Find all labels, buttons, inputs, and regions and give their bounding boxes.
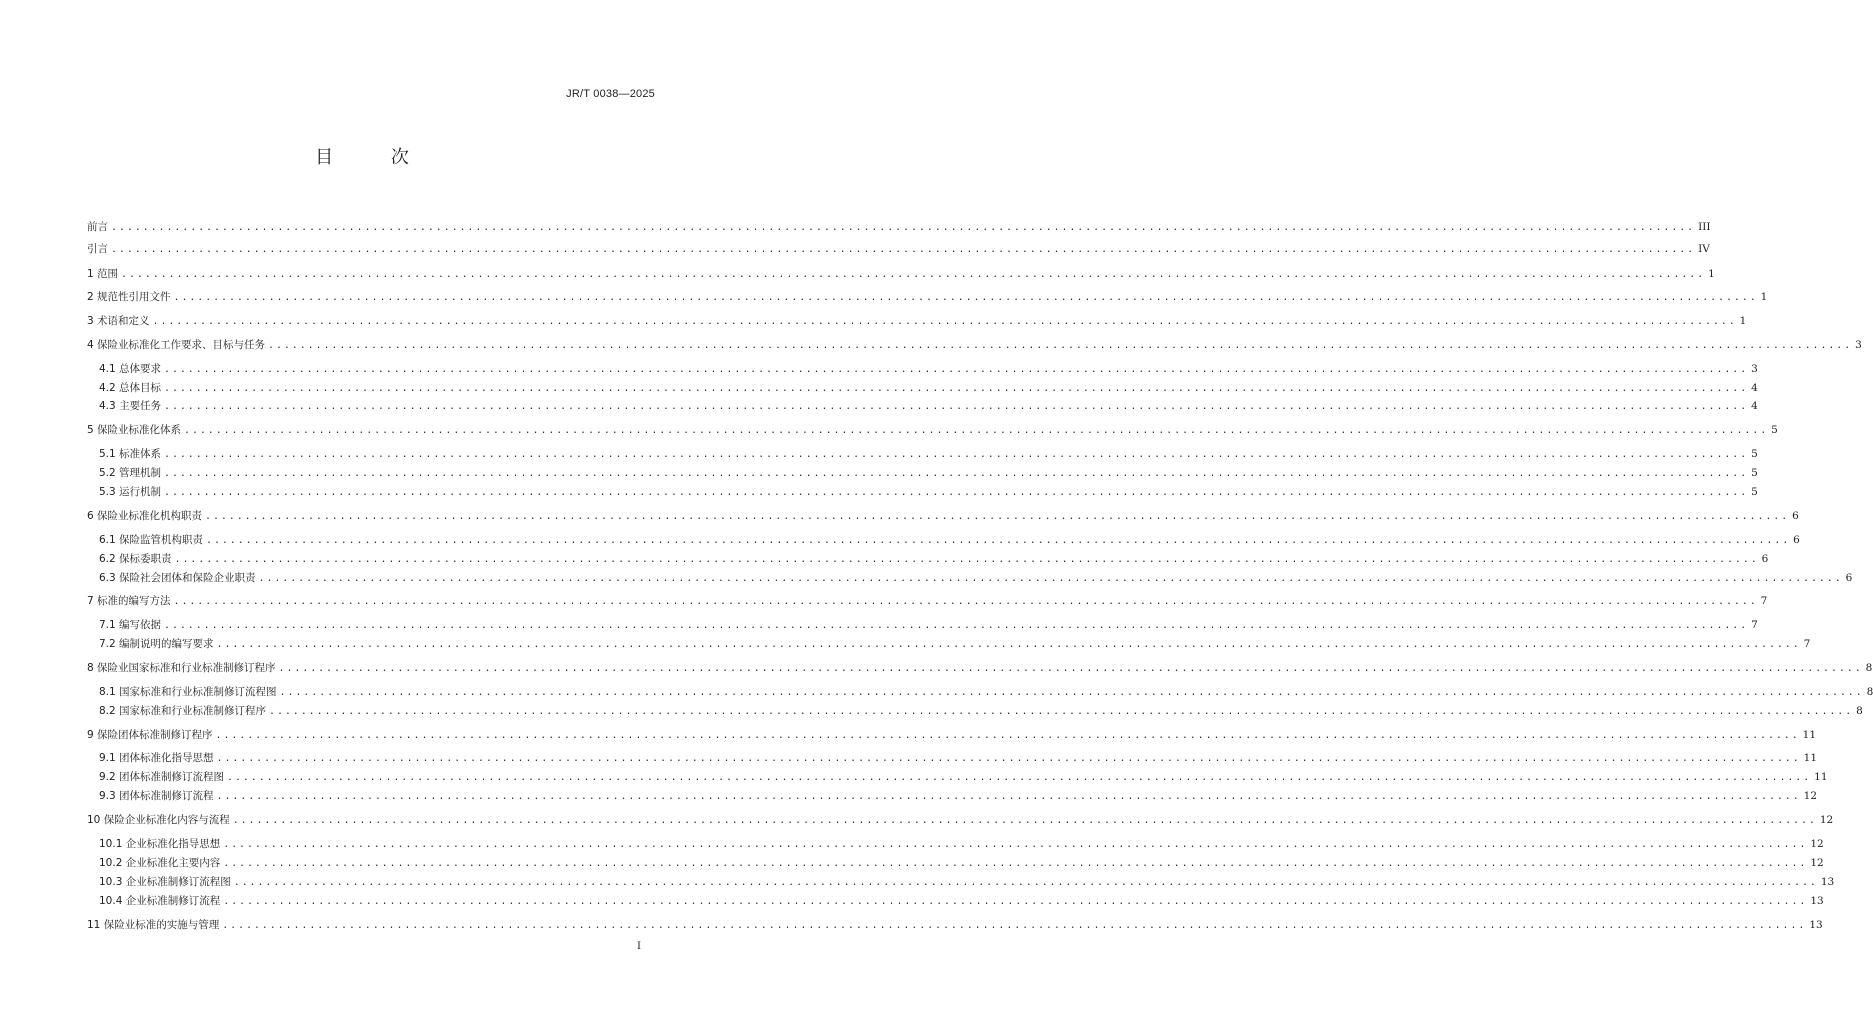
toc-entry[interactable] [99,769,1828,785]
page-number: I [637,941,641,952]
toc-leader-dots: ........................................................................................................................................................................................................ [216,753,1801,764]
toc-leader-dots: ........................................................................................................................................................................................................ [164,383,1749,394]
toc-entry-label: 7.1 编写依据 [99,619,162,631]
toc-leader-dots: ........................................................................................................................................................................................................ [173,292,1758,303]
toc-entry-label: 7.2 编制说明的编写要求 [99,638,214,650]
toc-entry-page: 4 [1751,400,1758,412]
toc-entry-page: 5 [1771,424,1778,436]
toc-entry-page: 13 [1809,919,1823,931]
toc-entry-page: 12 [1810,857,1824,869]
toc-entry-page: 8 [1866,686,1873,698]
toc-entry-page: 11 [1814,771,1828,783]
toc-entry-page: 12 [1819,814,1834,826]
toc-entry[interactable] [87,422,1778,438]
toc-leader-dots: ........................................................................................................................................................................................................ [164,449,1749,460]
toc-leader-dots: ........................................................................................................................................................................................................ [164,364,1749,375]
toc-entry[interactable] [99,836,1824,852]
toc-leader-dots: ........................................................................................................................................................................................................ [223,896,1808,907]
toc-leader-dots: ........................................................................................................................................................................................................ [223,858,1808,869]
toc-entry-label: 10.2 企业标准化主要内容 [99,857,221,869]
toc-leader-dots: ........................................................................................................................................................................................................ [164,468,1749,479]
toc-entry[interactable] [99,361,1758,377]
toc-leader-dots: ........................................................................................................................................................................................................ [279,687,1864,698]
document-code: JR/T 0038—2025 [566,88,655,100]
toc-entry-label: 10.1 企业标准化指导思想 [99,838,221,850]
toc-entry[interactable] [99,855,1824,871]
toc-entry[interactable] [99,380,1758,396]
toc-leader-dots: ........................................................................................................................................................................................................ [216,639,1801,650]
toc-entry[interactable] [87,508,1799,524]
toc-entry-page: 11 [1803,752,1818,764]
toc-entry-label: 5.3 运行机制 [99,486,162,498]
toc-entry[interactable] [87,241,1710,257]
toc-entry-page: 11 [1802,729,1817,741]
toc-entry-label: 引言 [87,243,108,255]
toc-entry-label: 9.2 团体标准制修订流程图 [99,771,225,783]
toc-entry-label: 1 范围 [87,268,119,280]
toc-entry-label: 4.1 总体要求 [99,363,162,375]
toc-entry-page: 12 [1803,790,1818,802]
toc-entry-label: 2 规范性引用文件 [87,291,171,303]
toc-entry-label: 5 保险业标准化体系 [87,424,182,436]
toc-entry-page: 6 [1761,553,1769,565]
toc-entry[interactable] [99,874,1835,890]
toc-leader-dots: ........................................................................................................................................................................................................ [206,535,1791,546]
toc-leader-dots: ........................................................................................................................................................................................................ [152,316,1737,327]
toc-entry-page: 3 [1855,339,1862,351]
toc-entry-page: 13 [1820,876,1835,888]
toc-entry-label: 8.1 国家标准和行业标准制修订流程图 [99,686,277,698]
toc-entry-label: 6.3 保险社会团体和保险企业职责 [99,572,256,584]
toc-leader-dots: ........................................................................................................................................................................................................ [278,663,1863,674]
toc-entry-label: 9 保险团体标准制修订程序 [87,729,213,741]
toc-leader-dots: ........................................................................................................................................................................................................ [232,815,1817,826]
toc-entry-label: 3 术语和定义 [87,315,150,327]
toc-leader-dots: ........................................................................................................................................................................................................ [258,573,1843,584]
toc-entry[interactable] [99,617,1758,633]
toc-entry-page: 7 [1760,595,1768,607]
toc-entry[interactable] [87,219,1711,235]
toc-leader-dots: ........................................................................................................................................................................................................ [222,920,1807,931]
toc-entry[interactable] [99,750,1818,766]
toc-entry-label: 8 保险业国家标准和行业标准制修订程序 [87,662,276,674]
toc-entry-label: 11 保险业标准的实施与管理 [87,919,220,931]
toc-leader-dots: ........................................................................................................................................................................................................ [268,340,1853,351]
toc-entry-page: 5 [1751,448,1758,460]
toc-entry-label: 前言 [87,221,108,233]
toc-entry-page: 5 [1751,486,1758,498]
toc-leader-dots: ........................................................................................................................................................................................................ [227,772,1812,783]
toc-leader-dots: ........................................................................................................................................................................................................ [164,487,1749,498]
toc-entry[interactable] [99,446,1758,462]
toc-entry-label: 6.2 保标委职责 [99,553,172,565]
toc-entry[interactable] [87,313,1747,329]
toc-entry-page: 7 [1751,619,1758,631]
toc-entry-label: 4.3 主要任务 [99,400,162,412]
toc-leader-dots: ........................................................................................................................................................................................................ [173,596,1758,607]
toc-entry[interactable] [99,532,1800,548]
toc-entry-label: 10.4 企业标准制修订流程 [99,895,221,907]
toc-entry-page: 6 [1793,534,1800,546]
toc-entry[interactable] [87,917,1823,933]
toc-leader-dots: ........................................................................................................................................................................................................ [164,620,1749,631]
toc-entry-page: 1 [1739,315,1747,327]
toc-entry-page: 4 [1751,382,1758,394]
toc-entry-label: 10 保险企业标准化内容与流程 [87,814,230,826]
toc-entry-label: 4 保险业标准化工作要求、目标与任务 [87,339,266,351]
toc-entry-page: IV [1698,243,1710,255]
toc-entry-label: 6 保险业标准化机构职责 [87,510,203,522]
toc-entry-label: 9.3 团体标准制修订流程 [99,790,214,802]
toc-entry[interactable] [99,398,1758,414]
toc-leader-dots: ........................................................................................................................................................................................................ [233,877,1818,888]
toc-entry-page: 3 [1751,363,1758,375]
toc-leader-dots: ........................................................................................................................................................................................................ [164,401,1749,412]
toc-entry[interactable] [99,465,1758,481]
toc-entry-label: 5.2 管理机制 [99,467,162,479]
toc-entry[interactable] [87,727,1817,743]
toc-entry-page: 6 [1792,510,1799,522]
toc-leader-dots: ........................................................................................................................................................................................................ [215,730,1800,741]
toc-entry[interactable] [87,266,1715,282]
toc-entry[interactable] [99,636,1811,652]
toc-leader-dots: ........................................................................................................................................................................................................ [111,244,1696,255]
toc-leader-dots: ........................................................................................................................................................................................................ [269,706,1854,717]
toc-entry-page: 5 [1751,467,1758,479]
toc-entry-label: 8.2 国家标准和行业标准制修订程序 [99,705,267,717]
toc-entry-page: 12 [1810,838,1824,850]
toc-leader-dots: ........................................................................................................................................................................................................ [205,511,1790,522]
toc-entry-page: 6 [1845,572,1853,584]
toc-entry[interactable] [99,893,1824,909]
toc-entry[interactable] [87,593,1768,609]
toc-entry[interactable] [99,703,1863,719]
page-title: 目 次 [315,147,435,168]
toc-entry-label: 5.1 标准体系 [99,448,162,460]
toc-entry[interactable] [99,551,1769,567]
toc-entry[interactable] [99,570,1853,586]
toc-entry-page: 13 [1810,895,1824,907]
toc-entry-label: 7 标准的编写方法 [87,595,171,607]
toc-entry-page: 8 [1865,662,1873,674]
toc-entry-label: 4.2 总体目标 [99,382,162,394]
toc-entry-label: 6.1 保险监管机构职责 [99,534,204,546]
toc-leader-dots: ........................................................................................................................................................................................................ [223,839,1808,850]
toc-entry-label: 9.1 团体标准化指导思想 [99,752,214,764]
toc-leader-dots: ........................................................................................................................................................................................................ [216,791,1801,802]
toc-entry[interactable] [87,812,1834,828]
toc-leader-dots: ........................................................................................................................................................................................................ [184,425,1769,436]
toc-entry[interactable] [87,337,1862,353]
toc-entry-page: III [1698,221,1711,233]
toc-entry-page: 7 [1803,638,1811,650]
toc-entry[interactable] [87,660,1873,676]
toc-entry[interactable] [87,289,1768,305]
toc-leader-dots: ........................................................................................................................................................................................................ [111,222,1696,233]
toc-entry[interactable] [99,484,1758,500]
toc-leader-dots: ........................................................................................................................................................................................................ [121,269,1706,280]
toc-entry-page: 1 [1708,268,1715,280]
toc-leader-dots: ........................................................................................................................................................................................................ [174,554,1759,565]
toc-entry[interactable] [99,788,1818,804]
toc-entry-page: 8 [1856,705,1863,717]
toc-entry[interactable] [99,684,1873,700]
toc-entry-label: 10.3 企业标准制修订流程图 [99,876,231,888]
toc-entry-page: 1 [1760,291,1768,303]
